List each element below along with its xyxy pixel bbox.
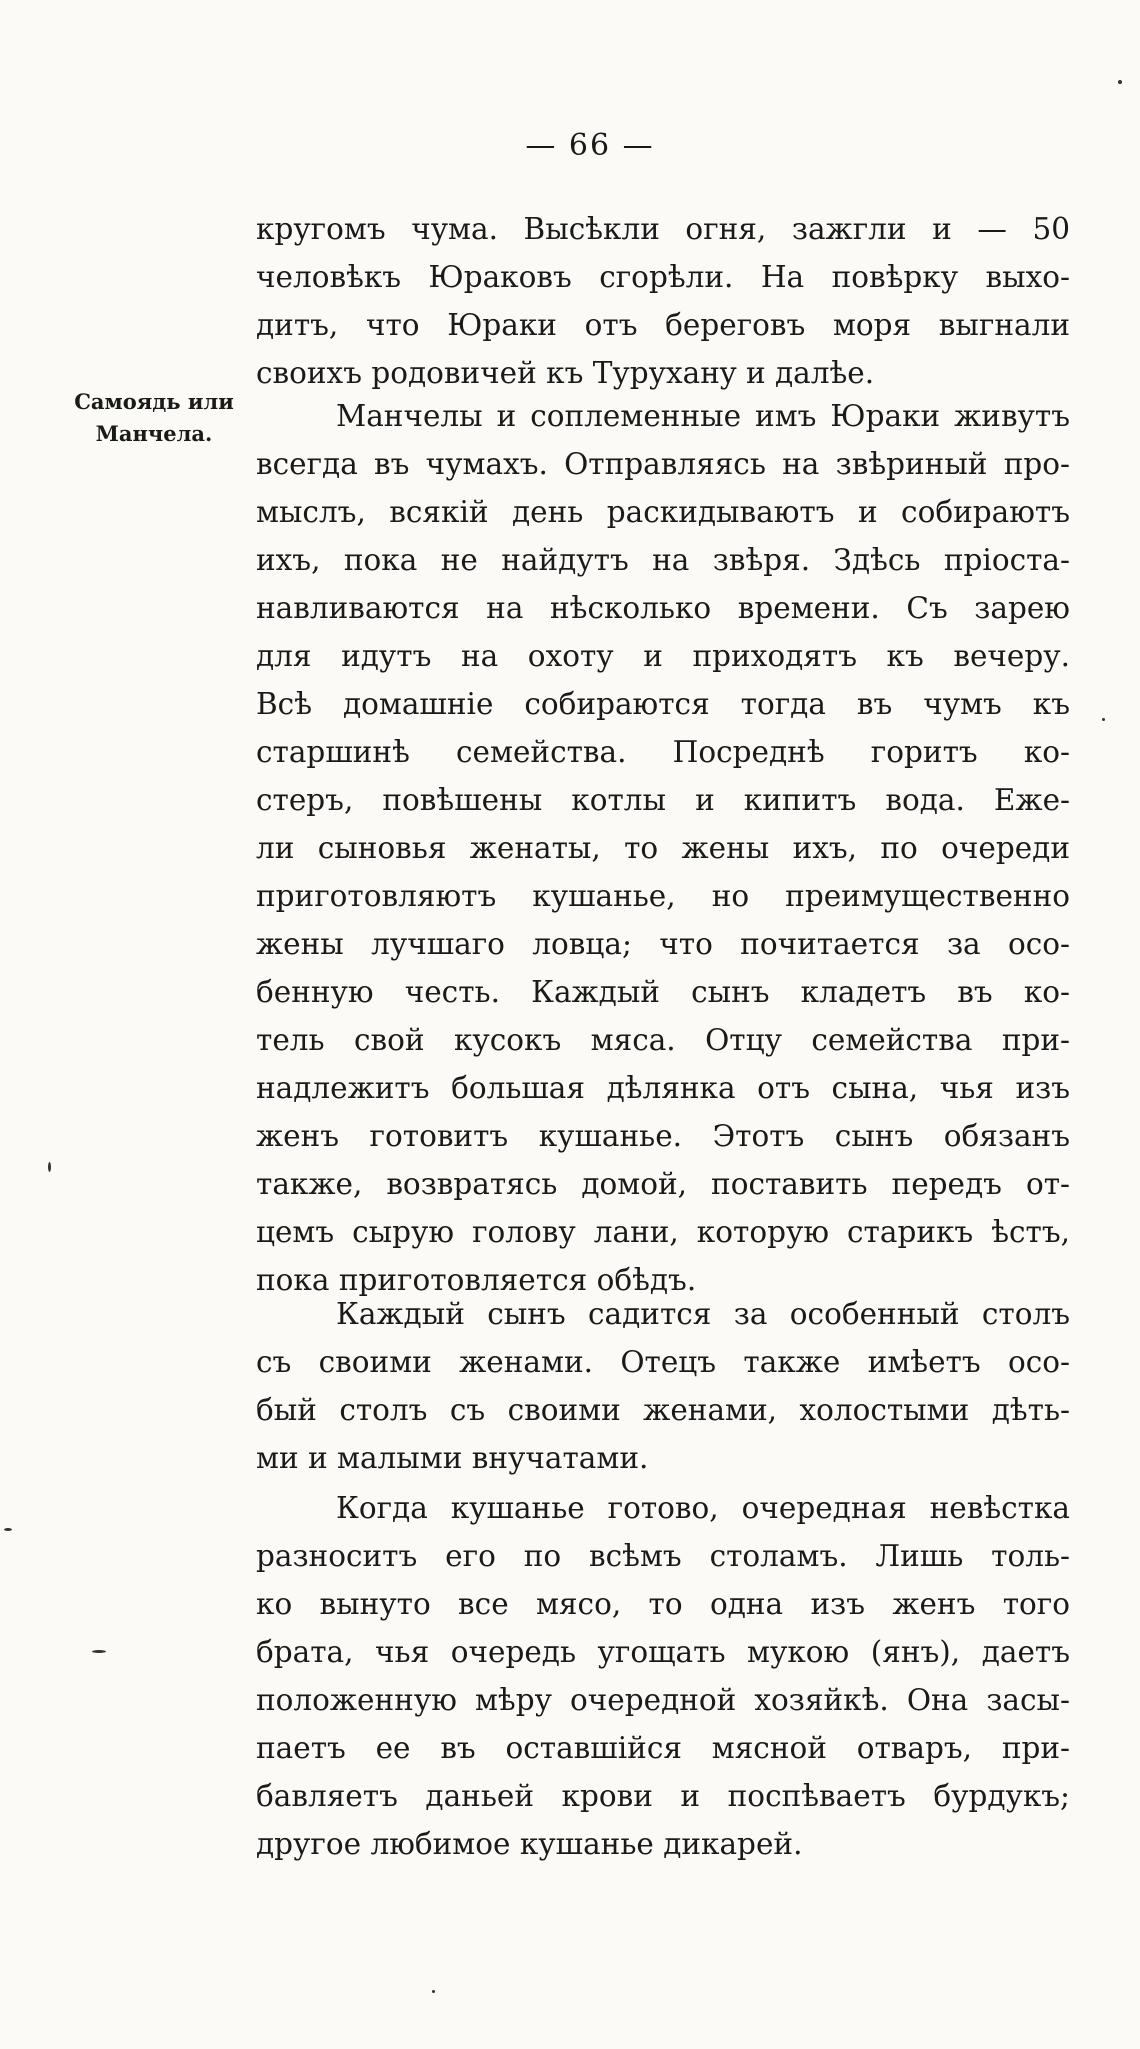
- text-line: мыслъ, всякій день раскидываютъ и собираютъ: [256, 495, 1070, 529]
- text-line: тель свой кусокъ мяса. Отцу семейства при-: [256, 1023, 1070, 1057]
- text-line: Всѣ домашніе собираются тогда въ чумъ къ: [256, 687, 1070, 721]
- text-line: Манчелы и соплеменные имъ Юраки живутъ: [336, 399, 1070, 433]
- text-line: разноситъ его по всѣмъ столамъ. Лишь толь-: [256, 1539, 1070, 1573]
- paragraph: [256, 205, 1070, 397]
- text-line: старшинѣ семейства. Посреднѣ горитъ ко-: [256, 735, 1070, 769]
- text-line: бый столъ съ своими женами, холостыми дѣть-: [256, 1393, 1070, 1427]
- text-line: Каждый сынъ садится за особенный столъ: [336, 1297, 1070, 1331]
- scan-speck: [48, 1162, 51, 1172]
- text-line: Когда кушанье готово, очередная невѣстка: [336, 1491, 1070, 1525]
- text-line: стеръ, повѣшены котлы и кипитъ вода. Еже-: [256, 783, 1070, 817]
- margin-note: [48, 386, 260, 450]
- text-line: положенную мѣру очередной хозяйкѣ. Она засы-: [256, 1683, 1070, 1717]
- text-line: ко вынуто все мясо, то одна изъ женъ того: [256, 1587, 1070, 1621]
- paragraph: [256, 1290, 1070, 1482]
- text-line: женъ готовитъ кушанье. Этотъ сынъ обязанъ: [256, 1119, 1070, 1153]
- text-line: ли сыновья женаты, то жены ихъ, по очереди: [256, 831, 1070, 865]
- text-line: брата, чья очередь угощать мукою (янъ), даетъ: [256, 1635, 1070, 1669]
- text-line: цемъ сырую голову лани, которую старикъ ѣстъ,: [256, 1215, 1070, 1249]
- text-line: съ своими женами. Отецъ также имѣетъ осо-: [256, 1345, 1070, 1379]
- text-line: жены лучшаго ловца; что почитается за осо-: [256, 927, 1070, 961]
- text-line: паетъ ее въ оставшійся мясной отваръ, при-: [256, 1731, 1070, 1765]
- margin-note-line: Самоядь или: [74, 389, 234, 414]
- text-line: бавляетъ даньей крови и поспѣваетъ бурдукъ;: [256, 1779, 1070, 1813]
- text-line: всегда въ чумахъ. Отправляясь на звѣриный про-: [256, 447, 1070, 481]
- text-line: навливаются на нѣсколько времени. Съ зарею: [256, 591, 1070, 625]
- text-line: также, возвратясь домой, поставить передъ от-: [256, 1167, 1070, 1201]
- scan-speck: [1118, 80, 1122, 84]
- paragraph: [256, 1484, 1070, 1868]
- text-line: надлежитъ большая дѣлянка отъ сына, чья изъ: [256, 1071, 1070, 1105]
- text-line: пока приготовляется обѣдъ.: [256, 1263, 697, 1297]
- text-line: для идутъ на охоту и приходятъ къ вечеру.: [256, 639, 1070, 673]
- text-line: приготовляютъ кушанье, но преимущественно: [256, 879, 1070, 913]
- scan-speck: [1102, 718, 1105, 721]
- scan-speck: [92, 1650, 106, 1653]
- scan-speck: [4, 1528, 12, 1531]
- page-number: — 66 —: [525, 128, 655, 163]
- text-line: ми и малыми внучатами.: [256, 1441, 649, 1475]
- text-line: другое любимое кушанье дикарей.: [256, 1827, 803, 1861]
- text-line: своихъ родовичей къ Туруханy и далѣе.: [256, 356, 875, 390]
- text-line: дитъ, что Юраки отъ береговъ моря выгнали: [256, 308, 1070, 342]
- paragraph: [256, 392, 1070, 1304]
- scan-speck: [432, 1990, 435, 1993]
- text-line: кругомъ чума. Высѣкли огня, зажгли и — 50: [256, 212, 1070, 246]
- margin-note-line: Манчела.: [95, 421, 213, 446]
- text-line: ихъ, пока не найдутъ на звѣря. Здѣсь пріоста-: [256, 543, 1070, 577]
- text-line: бенную честь. Каждый сынъ кладетъ въ ко-: [256, 975, 1070, 1009]
- text-line: человѣкъ Юраковъ сгорѣли. На повѣрку выхо-: [256, 260, 1070, 294]
